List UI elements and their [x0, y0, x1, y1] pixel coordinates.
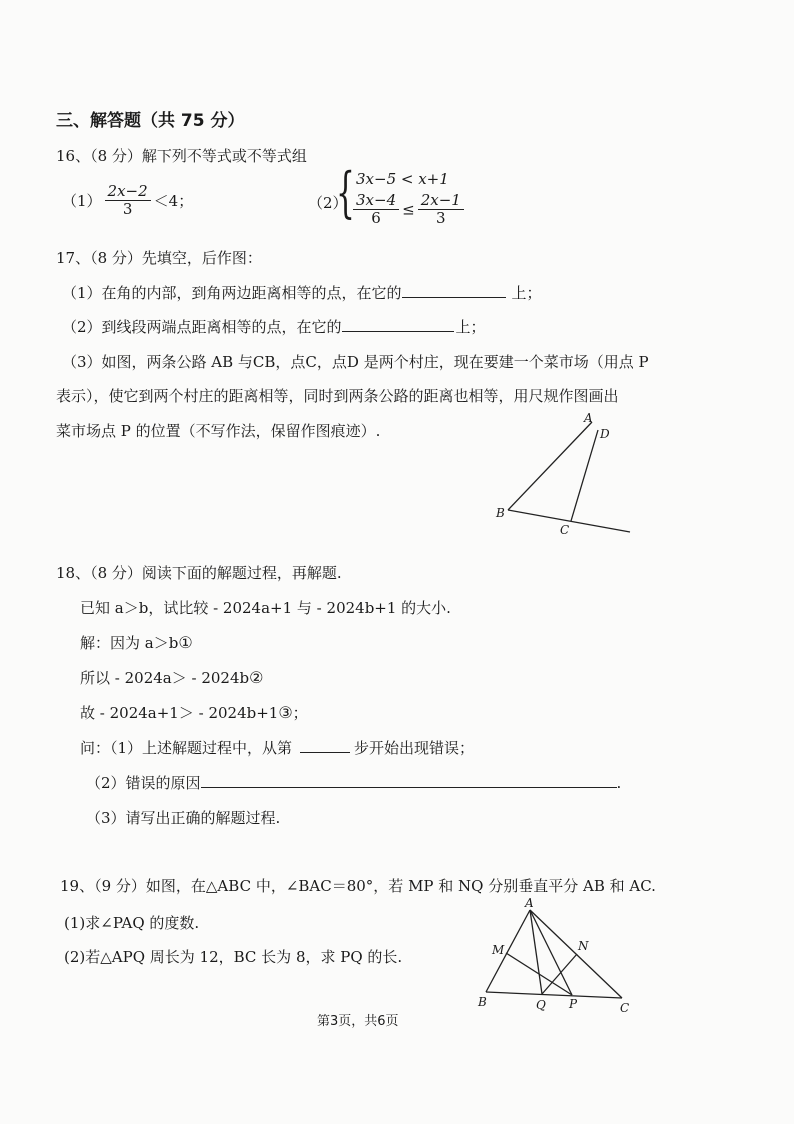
q19-part1: (1)求∠PAQ 的度数. — [64, 914, 200, 932]
q18-ask2-answer-blank[interactable] — [201, 773, 617, 788]
q19-header: 19、（9 分）如图，在△ABC 中，∠BAC＝80°，若 MP 和 NQ 分别垂直平分 AB 和 AC. — [60, 877, 656, 895]
q16-part2-left-fraction — [353, 192, 399, 227]
q18-step3-mark: ③ — [278, 703, 293, 722]
side-ac — [530, 910, 622, 998]
q16-part2-left-denominator: 6 — [371, 209, 381, 227]
q16-part1-numerator: 2x−2 — [105, 183, 151, 201]
q16-part2-left-numerator: 3x−4 — [353, 192, 399, 210]
q16-part1-label: （1） — [62, 192, 102, 210]
q17-part1 — [62, 282, 542, 303]
label-a: A — [584, 411, 593, 425]
q16-header: 16、（8 分）解下列不等式或不等式组 — [56, 147, 307, 165]
q18-step3-text: 故 - 2024a+1＞ - 2024b+1 — [80, 704, 279, 722]
label-b: B — [496, 506, 505, 520]
q18-given: 已知 a＞b，试比较 - 2024a+1 与 - 2024b+1 的大小. — [80, 599, 451, 617]
q18-step3 — [80, 702, 308, 723]
label-n: N — [578, 939, 589, 953]
q17-figure — [490, 410, 640, 540]
q16-part1 — [62, 183, 193, 218]
q18-ask1 — [80, 737, 474, 758]
label-c: C — [560, 523, 570, 537]
segment-cd — [571, 430, 598, 521]
q17-part3-line2: 表示），使它到两个村庄的距离相等，同时到两条公路的距离也相等，用尺规作图画出 — [56, 387, 619, 405]
q18-ask2-text: （2）错误的原因 — [86, 774, 201, 792]
q17-header: 17、（8 分）先填空，后作图： — [56, 249, 262, 267]
road-ab — [508, 422, 592, 510]
q18-step3-end: ； — [292, 704, 308, 722]
q16-part2-right-numerator: 2x−1 — [418, 192, 464, 210]
q17-part1-answer-blank[interactable] — [402, 283, 506, 298]
q16-part2-line1: 3x−5 < x+1 — [356, 170, 449, 188]
label-p: P — [569, 997, 578, 1011]
q18-step2-text: 所以 - 2024a＞ - 2024b — [80, 669, 250, 687]
q18-header: 18、（8 分）阅读下面的解题过程，再解题. — [56, 564, 342, 582]
label-d: D — [600, 427, 610, 441]
q16-part1-denominator: 3 — [122, 200, 133, 218]
q18-ask2 — [86, 772, 621, 793]
q16-part2-relation: ≤ — [402, 200, 415, 219]
q16-part2-line2 — [350, 192, 467, 227]
q18-step1-mark: ① — [178, 633, 193, 652]
q17-part1-end: 上； — [511, 284, 542, 302]
section-title: 三、解答题（共 75 分） — [56, 111, 245, 131]
q18-ask1-end: 步开始出现错误； — [354, 739, 475, 757]
label-b: B — [478, 995, 487, 1009]
q16-part1-rest: ＜4； — [153, 192, 194, 210]
q17-part3-line1: （3）如图，两条公路 AB 与CB，点C，点D 是两个村庄，现在要建一个菜市场（用点 P — [62, 353, 649, 371]
label-m: M — [492, 943, 505, 957]
q16-part2-label: （2） — [308, 194, 348, 212]
q17-part2 — [62, 316, 486, 337]
q18-ask1-text: 问：（1）上述解题过程中，从第 — [80, 739, 293, 757]
q17-part2-answer-blank[interactable] — [342, 317, 454, 332]
q16-part2-brace: { — [336, 161, 355, 224]
q18-ask1-answer-blank[interactable] — [300, 738, 350, 753]
q16-part2-right-fraction — [418, 192, 464, 227]
q18-step2 — [80, 667, 263, 688]
q16-part1-fraction — [105, 183, 151, 218]
side-bc — [486, 992, 622, 998]
segment-nq — [542, 954, 577, 994]
q17-part3-line3: 菜市场点 P 的位置（不写作法，保留作图痕迹）. — [56, 422, 381, 440]
q18-step1 — [80, 632, 193, 653]
q17-part1-text: （1）在角的内部，到角两边距离相等的点，在它的 — [62, 284, 402, 302]
page-number: 第3页，共6页 — [317, 1014, 399, 1029]
label-a: A — [525, 896, 534, 910]
q17-part2-text: （2）到线段两端点距离相等的点，在它的 — [62, 318, 342, 336]
q18-ask2-end: . — [616, 774, 622, 792]
q17-part2-end: 上； — [455, 318, 486, 336]
q19-part2: (2)若△APQ 周长为 12，BC 长为 8，求 PQ 的长. — [64, 948, 403, 966]
label-q: Q — [536, 998, 546, 1012]
q19-figure — [470, 894, 640, 1018]
q18-ask3: （3）请写出正确的解题过程. — [86, 809, 281, 827]
q18-step1-text: 解：因为 a＞b — [80, 634, 179, 652]
q18-step2-mark: ② — [249, 668, 264, 687]
label-c: C — [620, 1001, 630, 1015]
q16-part2-right-denominator: 3 — [435, 209, 446, 227]
